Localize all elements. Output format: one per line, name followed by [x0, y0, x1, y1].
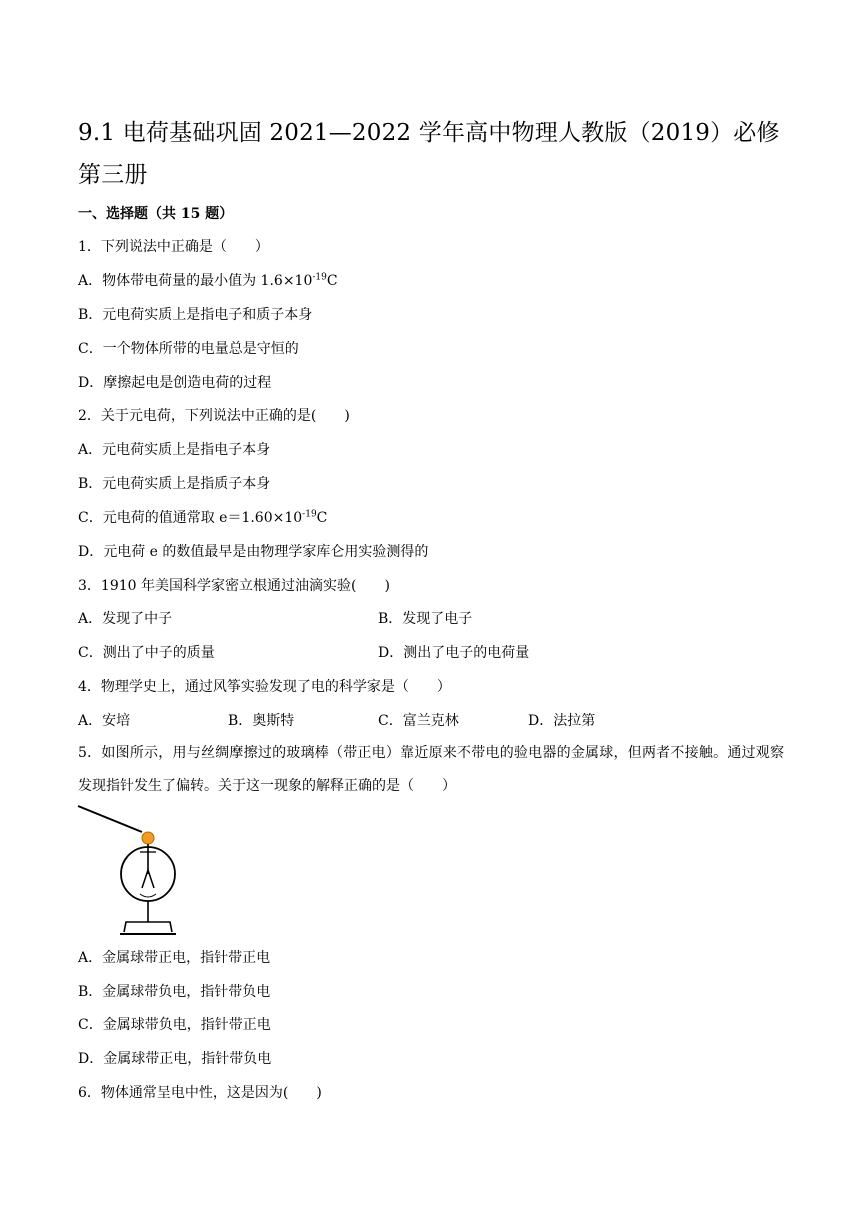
option-text: A．物体带电荷量的最小值为 1.6×10 — [78, 273, 313, 289]
question-5-option-a: A．金属球带正电，指针带正电 — [78, 950, 271, 966]
question-5-stem: 5．如图所示，用与丝绸摩擦过的玻璃棒（带正电）靠近原来不带电的验电器的金属球，但两者不接触。通过观察发现指针发生了偏转。关于这一现象的解释正确的是（ ） — [78, 745, 784, 794]
question-4-option-b: B．奥斯特 — [228, 713, 295, 729]
question-3-option-b: B．发现了电子 — [378, 611, 473, 627]
question-3-option-d: D．测出了电子的电荷量 — [378, 645, 530, 661]
unit: C — [326, 273, 338, 289]
metal-ball — [142, 832, 154, 844]
question-3-option-c: C．测出了中子的质量 — [78, 645, 215, 661]
unit: C — [316, 510, 328, 526]
question-4-stem: 4．物理学史上，通过风筝实验发现了电的科学家是（ ） — [78, 679, 451, 695]
question-2-option-b: B．元电荷实质上是指质子本身 — [78, 476, 271, 492]
question-1-option-d: D．摩擦起电是创造电荷的过程 — [78, 375, 272, 391]
question-5-option-c: C．金属球带负电，指针带正电 — [78, 1017, 271, 1033]
question-1-option-c: C．一个物体所带的电量总是守恒的 — [78, 341, 299, 357]
question-2-stem: 2．关于元电荷，下列说法中正确的是( ) — [78, 408, 350, 424]
housing-base-arc — [140, 894, 156, 897]
glass-rod — [78, 806, 142, 832]
question-4-option-a: A．安培 — [78, 713, 131, 729]
question-1-stem: 1．下列说法中正确是（ ） — [78, 239, 269, 255]
exponent: -19 — [312, 272, 327, 283]
question-2-option-a: A．元电荷实质上是指电子本身 — [78, 442, 271, 458]
question-1-option-a — [78, 270, 338, 290]
electroscope-figure — [76, 804, 186, 936]
question-5-option-b: B．金属球带负电，指针带负电 — [78, 984, 271, 1000]
section-heading: 一、选择题（共 15 题） — [78, 206, 234, 222]
question-2-option-c — [78, 507, 327, 527]
question-6-stem: 6．物体通常呈电中性，这是因为( ) — [78, 1085, 322, 1101]
question-4-option-c: C．富兰克林 — [378, 713, 459, 729]
question-5-option-d: D．金属球带正电，指针带负电 — [78, 1051, 272, 1067]
question-3-option-a: A．发现了中子 — [78, 611, 173, 627]
question-3-stem: 3．1910 年美国科学家密立根通过油滴实验( ) — [78, 578, 390, 594]
stand-base — [124, 922, 172, 932]
question-1-option-b: B．元电荷实质上是指电子和质子本身 — [78, 307, 313, 323]
exponent: -19 — [302, 509, 317, 520]
option-text: C．元电荷的值通常取 e＝1.60×10 — [78, 510, 303, 526]
document-title: 9.1 电荷基础巩固 2021—2022 学年高中物理人教版（2019）必修第三册 — [78, 120, 780, 188]
question-4-option-d: D．法拉第 — [528, 713, 596, 729]
question-2-option-d: D．元电荷 e 的数值最早是由物理学家库仑用实验测得的 — [78, 544, 429, 560]
